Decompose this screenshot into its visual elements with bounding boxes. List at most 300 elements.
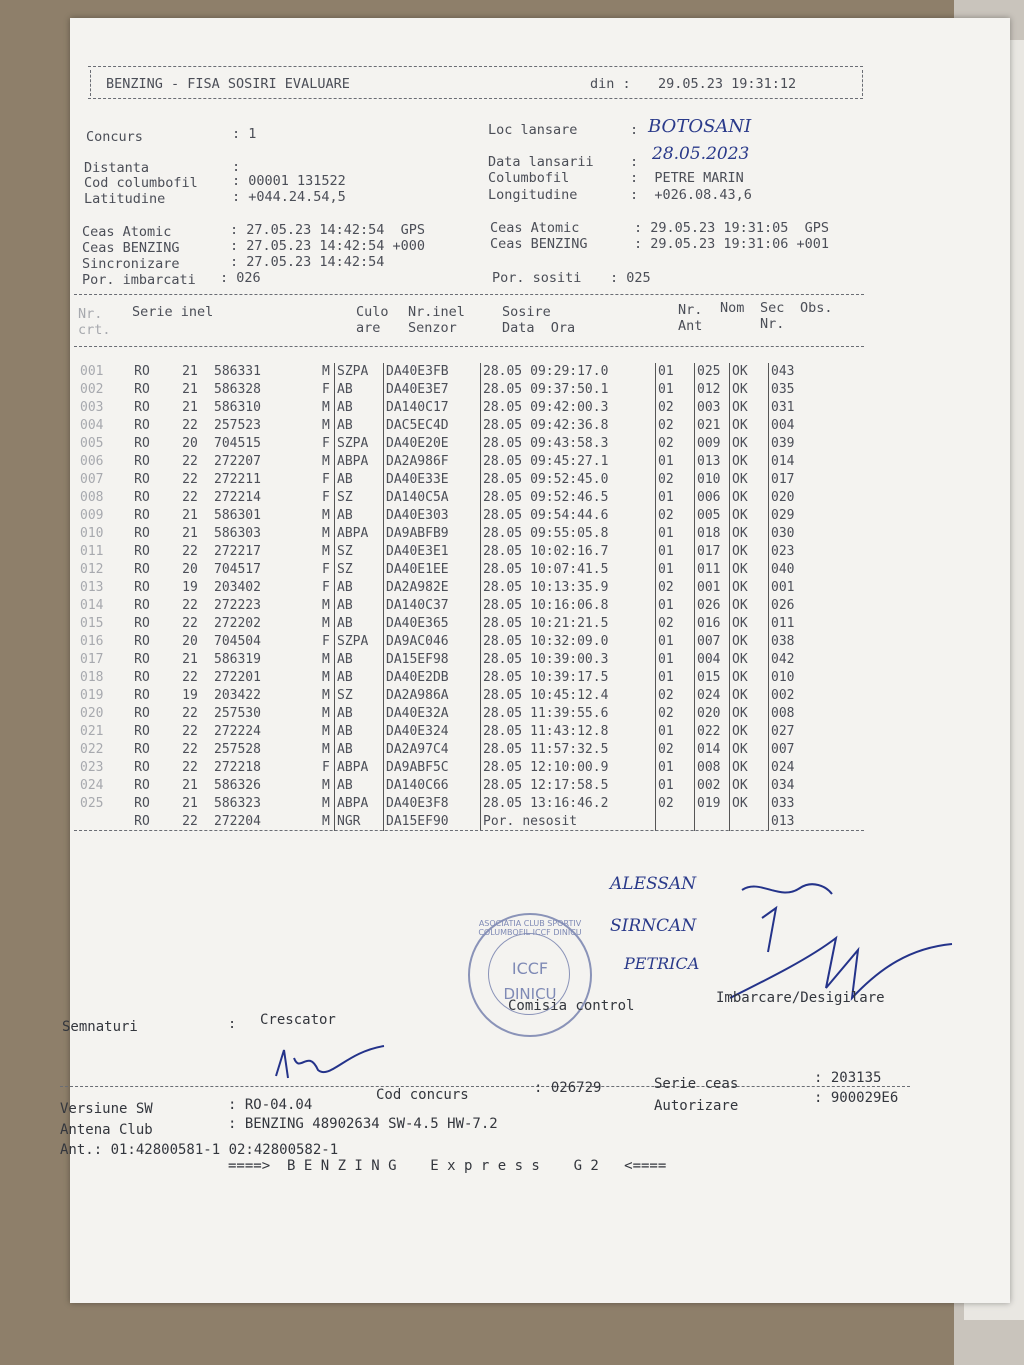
row-serie-tara: RO xyxy=(134,652,150,667)
table-row xyxy=(78,435,809,453)
row-sex: M xyxy=(322,454,330,469)
row-ant: 01 xyxy=(656,561,695,579)
table-row xyxy=(78,381,809,399)
row-nr: 022 xyxy=(80,742,104,757)
cod-columbofil-value: : 00001 131522 xyxy=(232,173,346,189)
results-table-body xyxy=(78,363,809,831)
row-serie-tara: RO xyxy=(134,796,150,811)
row-serie-inel: 272207 xyxy=(214,454,261,469)
row-sosire xyxy=(481,597,656,615)
row-culoare: SZPA xyxy=(335,435,384,453)
handwritten-name-3: PETRICA xyxy=(624,954,700,973)
row-sec: OK xyxy=(730,795,769,813)
header-bottom-rule xyxy=(88,98,863,99)
ceas-benzing-start-label: Ceas BENZING xyxy=(82,240,180,256)
row-ant: 01 xyxy=(656,669,695,687)
row-sex: F xyxy=(322,580,330,595)
row-sosire-ora: 13:16:46.2 xyxy=(530,796,609,811)
autorizare-value: : 900029E6 xyxy=(814,1090,899,1106)
row-serie-inel: 586310 xyxy=(214,400,261,415)
row-serie-inel: 257523 xyxy=(214,418,261,433)
row-obs: 011 xyxy=(769,615,810,633)
row-ant: 01 xyxy=(656,525,695,543)
row-ant: 02 xyxy=(656,435,695,453)
row-sosire-data: 28.05 xyxy=(483,724,523,739)
row-nom: 009 xyxy=(695,435,730,453)
row-senzor: DA9ABF5C xyxy=(384,759,481,777)
row-serie-tara: RO xyxy=(134,454,150,469)
row-nom: 021 xyxy=(695,417,730,435)
table-row xyxy=(78,597,809,615)
row-sosire-ora: 12:17:58.5 xyxy=(530,778,609,793)
row-culoare: SZ xyxy=(335,561,384,579)
row-nom: 018 xyxy=(695,525,730,543)
cod-concurs-label: Cod concurs xyxy=(376,1087,469,1103)
distanta-value: : xyxy=(232,159,241,175)
footer-top-rule xyxy=(60,1086,910,1087)
row-ant: 02 xyxy=(656,507,695,525)
row-sosire xyxy=(481,579,656,597)
row-serie xyxy=(116,723,320,741)
row-sosire-ora: 09:42:00.3 xyxy=(530,400,609,415)
row-serie xyxy=(116,579,320,597)
imbarcati-label: Por. imbarcati xyxy=(82,272,196,288)
row-senzor: DA2A97C4 xyxy=(384,741,481,759)
row-sec: OK xyxy=(730,651,769,669)
row-obs: 035 xyxy=(769,381,810,399)
row-nr: 025 xyxy=(80,796,104,811)
row-sex: M xyxy=(322,544,330,559)
table-row xyxy=(78,795,809,813)
row-senzor: DA40E20E xyxy=(384,435,481,453)
row-serie-tara: RO xyxy=(134,436,150,451)
row-obs: 029 xyxy=(769,507,810,525)
row-sosire xyxy=(481,759,656,777)
row-serie-an: 22 xyxy=(182,544,198,559)
row-nom: 015 xyxy=(695,669,730,687)
row-obs: 004 xyxy=(769,417,810,435)
row-sosire-data: 28.05 xyxy=(483,742,523,757)
row-sosire-data: 28.05 xyxy=(483,760,523,775)
row-obs: 023 xyxy=(769,543,810,561)
table-row xyxy=(78,489,809,507)
imbarcati-value: : 026 xyxy=(220,270,261,286)
row-serie-an: 22 xyxy=(182,418,198,433)
row-nom: 020 xyxy=(695,705,730,723)
row-obs: 010 xyxy=(769,669,810,687)
row-serie-an: 21 xyxy=(182,526,198,541)
row-sosire xyxy=(481,741,656,759)
row-sec: OK xyxy=(730,723,769,741)
row-ant: 02 xyxy=(656,795,695,813)
signature-3 xyxy=(730,938,952,998)
row-serie-tara: RO xyxy=(134,634,150,649)
row-ant: 01 xyxy=(656,651,695,669)
row-serie-tara: RO xyxy=(134,364,150,379)
row-sosire xyxy=(481,507,656,525)
row-serie-tara: RO xyxy=(134,562,150,577)
row-nr: 006 xyxy=(80,454,104,469)
antena-club-value: : BENZING 48902634 SW-4.5 HW-7.2 xyxy=(228,1116,498,1132)
row-ant xyxy=(656,813,695,831)
stamp-outer-text: ASOCIATIA CLUB SPORTIV COLUMBOFIL ICCF DINICU xyxy=(478,919,582,937)
row-serie xyxy=(116,363,320,381)
row-sec: OK xyxy=(730,561,769,579)
ceas-benzing-end-value: : 29.05.23 19:31:06 +001 xyxy=(634,236,830,252)
table-row xyxy=(78,669,809,687)
row-sosire-ora: 11:57:32.5 xyxy=(530,742,609,757)
ceas-benzing-end-label: Ceas BENZING xyxy=(490,236,588,252)
row-sosire-ora: 10:07:41.5 xyxy=(530,562,609,577)
row-senzor: DA40E2DB xyxy=(384,669,481,687)
row-senzor: DA9ABFB9 xyxy=(384,525,481,543)
row-senzor: DA15EF90 xyxy=(384,813,481,831)
row-serie xyxy=(116,741,320,759)
imbarcare-label: Imbarcare/Desigilare xyxy=(716,990,885,1006)
row-obs: 002 xyxy=(769,687,810,705)
loc-lansare-label: Loc lansare xyxy=(488,122,578,138)
col-header-sec: Sec Nr. xyxy=(760,300,785,332)
row-ant: 01 xyxy=(656,759,695,777)
crescator-signature xyxy=(266,1028,406,1088)
row-serie-inel: 272217 xyxy=(214,544,261,559)
row-nr: 014 xyxy=(80,598,104,613)
row-sex: M xyxy=(322,508,330,523)
row-sec: OK xyxy=(730,471,769,489)
row-serie xyxy=(116,705,320,723)
row-sex: F xyxy=(322,562,330,577)
row-serie xyxy=(116,795,320,813)
row-serie xyxy=(116,651,320,669)
row-sosire-ora: 09:52:46.5 xyxy=(530,490,609,505)
row-serie-tara: RO xyxy=(134,382,150,397)
row-sosire xyxy=(481,417,656,435)
row-ant: 01 xyxy=(656,543,695,561)
row-serie-inel: 586323 xyxy=(214,796,261,811)
row-sosire-data: 28.05 xyxy=(483,598,523,613)
stamp-center-bottom: DINICU xyxy=(503,985,557,1003)
row-sosire-data: 28.05 xyxy=(483,616,523,631)
row-sex: M xyxy=(322,652,330,667)
row-serie-an: 22 xyxy=(182,454,198,469)
row-culoare: AB xyxy=(335,471,384,489)
longitudine-value: : +026.08.43,6 xyxy=(630,187,752,203)
row-obs: 013 xyxy=(769,813,810,831)
row-serie-tara: RO xyxy=(134,580,150,595)
row-sosire-data: 28.05 xyxy=(483,490,523,505)
row-sec: OK xyxy=(730,489,769,507)
row-serie-inel: 704517 xyxy=(214,562,261,577)
row-senzor: DA40E365 xyxy=(384,615,481,633)
row-nr: 008 xyxy=(80,490,104,505)
row-culoare: AB xyxy=(335,597,384,615)
row-sec: OK xyxy=(730,687,769,705)
row-serie-tara: RO xyxy=(134,778,150,793)
row-obs: 033 xyxy=(769,795,810,813)
row-sec: OK xyxy=(730,399,769,417)
row-culoare: ABPA xyxy=(335,453,384,471)
table-row xyxy=(78,651,809,669)
row-sosire xyxy=(481,543,656,561)
row-ant: 02 xyxy=(656,471,695,489)
row-sosire xyxy=(481,615,656,633)
row-serie-an: 19 xyxy=(182,580,198,595)
row-culoare: SZPA xyxy=(335,633,384,651)
row-serie-an: 22 xyxy=(182,598,198,613)
antenna-serials: Ant.: 01:42800581-1 02:42800582-1 xyxy=(60,1142,339,1158)
row-senzor: DA40E324 xyxy=(384,723,481,741)
row-serie xyxy=(116,597,320,615)
row-sec: OK xyxy=(730,741,769,759)
row-serie xyxy=(116,453,320,471)
row-serie-tara: RO xyxy=(134,526,150,541)
row-senzor: DA140C17 xyxy=(384,399,481,417)
row-serie-tara: RO xyxy=(134,490,150,505)
row-sex: M xyxy=(322,400,330,415)
row-nom: 014 xyxy=(695,741,730,759)
col-header-ant: Nr. Ant xyxy=(678,302,703,334)
row-sosire-data: 28.05 xyxy=(483,544,523,559)
data-lansarii-colon: : xyxy=(630,154,639,170)
row-ant: 01 xyxy=(656,381,695,399)
row-sosire-data: 28.05 xyxy=(483,562,523,577)
row-nom: 008 xyxy=(695,759,730,777)
row-nom: 012 xyxy=(695,381,730,399)
table-row xyxy=(78,633,809,651)
row-serie-tara: RO xyxy=(134,472,150,487)
row-nr: 017 xyxy=(80,652,104,667)
document-title: BENZING - FISA SOSIRI EVALUARE xyxy=(106,76,350,92)
table-bottom-rule xyxy=(74,830,864,831)
row-serie-tara: RO xyxy=(134,400,150,415)
row-sosire-data: 28.05 xyxy=(483,778,523,793)
row-sosire xyxy=(481,813,656,831)
row-serie-an: 20 xyxy=(182,562,198,577)
row-culoare: ABPA xyxy=(335,525,384,543)
row-serie xyxy=(116,615,320,633)
row-sosire-ora: 09:42:36.8 xyxy=(530,418,609,433)
row-senzor: DA40E3E1 xyxy=(384,543,481,561)
table-row xyxy=(78,525,809,543)
data-lansarii-handwritten: 28.05.2023 xyxy=(652,144,750,164)
row-sex: M xyxy=(322,742,330,757)
col-header-nom: Nom xyxy=(720,300,745,316)
row-sosire-data: 28.05 xyxy=(483,526,523,541)
row-obs: 031 xyxy=(769,399,810,417)
row-senzor: DA15EF98 xyxy=(384,651,481,669)
row-serie-inel: 257530 xyxy=(214,706,261,721)
concurs-label: Concurs xyxy=(86,129,143,145)
crescator-signature-stroke xyxy=(276,1046,384,1078)
row-serie-an: 21 xyxy=(182,364,198,379)
row-ant: 02 xyxy=(656,705,695,723)
row-nom: 025 xyxy=(695,363,730,381)
table-row xyxy=(78,723,809,741)
row-sosire xyxy=(481,651,656,669)
row-serie-inel: 272223 xyxy=(214,598,261,613)
loc-lansare-colon: : xyxy=(630,122,639,138)
row-serie-an: 20 xyxy=(182,436,198,451)
row-serie-inel: 586303 xyxy=(214,526,261,541)
row-sec: OK xyxy=(730,777,769,795)
row-serie-an: 21 xyxy=(182,652,198,667)
row-nr: 002 xyxy=(80,382,104,397)
row-serie-inel: 586326 xyxy=(214,778,261,793)
club-stamp xyxy=(468,913,592,1037)
row-sosire-ora: 11:39:55.6 xyxy=(530,706,609,721)
row-nom: 017 xyxy=(695,543,730,561)
row-sosire xyxy=(481,723,656,741)
row-obs: 030 xyxy=(769,525,810,543)
row-sosire-ora: 10:13:35.9 xyxy=(530,580,609,595)
table-top-rule xyxy=(74,294,864,295)
handwritten-name-2: SIRNCAN xyxy=(610,916,697,936)
row-culoare: SZPA xyxy=(335,363,384,381)
row-sex: F xyxy=(322,760,330,775)
row-senzor: DA9AC046 xyxy=(384,633,481,651)
row-sosire-ora: 10:16:06.8 xyxy=(530,598,609,613)
row-ant: 01 xyxy=(656,489,695,507)
row-sex: M xyxy=(322,364,330,379)
row-serie-tara: RO xyxy=(134,544,150,559)
row-serie-inel: 272224 xyxy=(214,724,261,739)
signature-2 xyxy=(762,908,776,952)
row-serie-an: 22 xyxy=(182,760,198,775)
row-serie-inel: 586319 xyxy=(214,652,261,667)
row-serie-tara: RO xyxy=(134,760,150,775)
row-senzor: DA2A982E xyxy=(384,579,481,597)
row-nr: 003 xyxy=(80,400,104,415)
row-sosire-ora: 09:54:44.6 xyxy=(530,508,609,523)
header-right-edge xyxy=(862,70,863,96)
sincronizare-value: : 27.05.23 14:42:54 xyxy=(230,254,385,270)
row-nr: 020 xyxy=(80,706,104,721)
row-nom: 010 xyxy=(695,471,730,489)
row-sosire-data: 28.05 xyxy=(483,382,523,397)
ceas-atomic-start-label: Ceas Atomic xyxy=(82,224,172,240)
semnaturi-sep: : xyxy=(228,1016,237,1032)
row-senzor: DA40E303 xyxy=(384,507,481,525)
row-nom: 004 xyxy=(695,651,730,669)
row-sosire xyxy=(481,525,656,543)
row-nom: 005 xyxy=(695,507,730,525)
latitudine-label: Latitudine xyxy=(84,191,166,207)
row-sosire xyxy=(481,705,656,723)
row-sec: OK xyxy=(730,669,769,687)
row-obs: 020 xyxy=(769,489,810,507)
header-left-edge xyxy=(90,70,91,96)
row-serie-an: 22 xyxy=(182,724,198,739)
benzing-express-line: ====> B E N Z I N G E x p r e s s G 2 <==== xyxy=(228,1158,667,1174)
row-serie-tara: RO xyxy=(134,598,150,613)
row-culoare: AB xyxy=(335,669,384,687)
row-sec: OK xyxy=(730,633,769,651)
row-nr: 016 xyxy=(80,634,104,649)
row-senzor: DA40E3F8 xyxy=(384,795,481,813)
loc-lansare-handwritten: BOTOSANI xyxy=(648,116,752,137)
row-serie-tara: RO xyxy=(134,814,150,829)
row-sosire xyxy=(481,453,656,471)
print-date-label: din : xyxy=(590,76,631,92)
antena-club-label: Antena Club xyxy=(60,1122,153,1138)
row-sec xyxy=(730,813,769,831)
col-header-obs: Obs. xyxy=(800,300,833,316)
row-sosire-ora: 10:02:16.7 xyxy=(530,544,609,559)
row-sosire-data: 28.05 xyxy=(483,472,523,487)
row-sex: F xyxy=(322,436,330,451)
table-row xyxy=(78,579,809,597)
row-serie xyxy=(116,489,320,507)
table-row xyxy=(78,471,809,489)
row-nr: 013 xyxy=(80,580,104,595)
columbofil-label: Columbofil xyxy=(488,170,570,186)
row-serie-an: 22 xyxy=(182,742,198,757)
row-nom: 019 xyxy=(695,795,730,813)
row-nom xyxy=(695,813,730,831)
row-sec: OK xyxy=(730,363,769,381)
row-sosire-ora: 10:39:00.3 xyxy=(530,652,609,667)
row-sosire-ora: 09:43:58.3 xyxy=(530,436,609,451)
row-sosire xyxy=(481,777,656,795)
row-senzor: DA2A986F xyxy=(384,453,481,471)
ceas-atomic-start-value: : 27.05.23 14:42:54 GPS xyxy=(230,222,426,238)
row-obs: 027 xyxy=(769,723,810,741)
row-nom: 003 xyxy=(695,399,730,417)
row-sosire xyxy=(481,381,656,399)
row-ant: 01 xyxy=(656,453,695,471)
row-nr: 024 xyxy=(80,778,104,793)
results-table xyxy=(78,363,809,831)
row-serie-an: 21 xyxy=(182,796,198,811)
row-nr: 018 xyxy=(80,670,104,685)
row-culoare: AB xyxy=(335,399,384,417)
row-serie-tara: RO xyxy=(134,418,150,433)
row-ant: 02 xyxy=(656,615,695,633)
row-serie xyxy=(116,759,320,777)
row-culoare: AB xyxy=(335,615,384,633)
table-row xyxy=(78,777,809,795)
row-nom: 016 xyxy=(695,615,730,633)
row-sosire xyxy=(481,687,656,705)
col-header-serie: Serie inel xyxy=(132,304,214,320)
row-sosire-ora: 09:29:17.0 xyxy=(530,364,609,379)
latitudine-value: : +044.24.54,5 xyxy=(232,189,346,205)
row-serie-an: 21 xyxy=(182,400,198,415)
row-sosire xyxy=(481,363,656,381)
row-nr: 011 xyxy=(80,544,104,559)
row-sosire-ora: 11:43:12.8 xyxy=(530,724,609,739)
row-ant: 01 xyxy=(656,363,695,381)
row-serie-tara: RO xyxy=(134,508,150,523)
row-sec: OK xyxy=(730,597,769,615)
table-row xyxy=(78,363,809,381)
row-ant: 01 xyxy=(656,723,695,741)
row-sex: M xyxy=(322,706,330,721)
row-sex: F xyxy=(322,382,330,397)
row-senzor: DA40E3E7 xyxy=(384,381,481,399)
row-serie-an: 22 xyxy=(182,472,198,487)
row-ant: 02 xyxy=(656,687,695,705)
handwritten-name-1: ALESSAN xyxy=(610,874,697,894)
row-sosire xyxy=(481,633,656,651)
row-nr: 004 xyxy=(80,418,104,433)
row-nom: 013 xyxy=(695,453,730,471)
row-culoare: SZ xyxy=(335,543,384,561)
table-row xyxy=(78,453,809,471)
serie-ceas-value: : 203135 xyxy=(814,1070,882,1086)
row-sec: OK xyxy=(730,381,769,399)
table-row xyxy=(78,813,809,831)
